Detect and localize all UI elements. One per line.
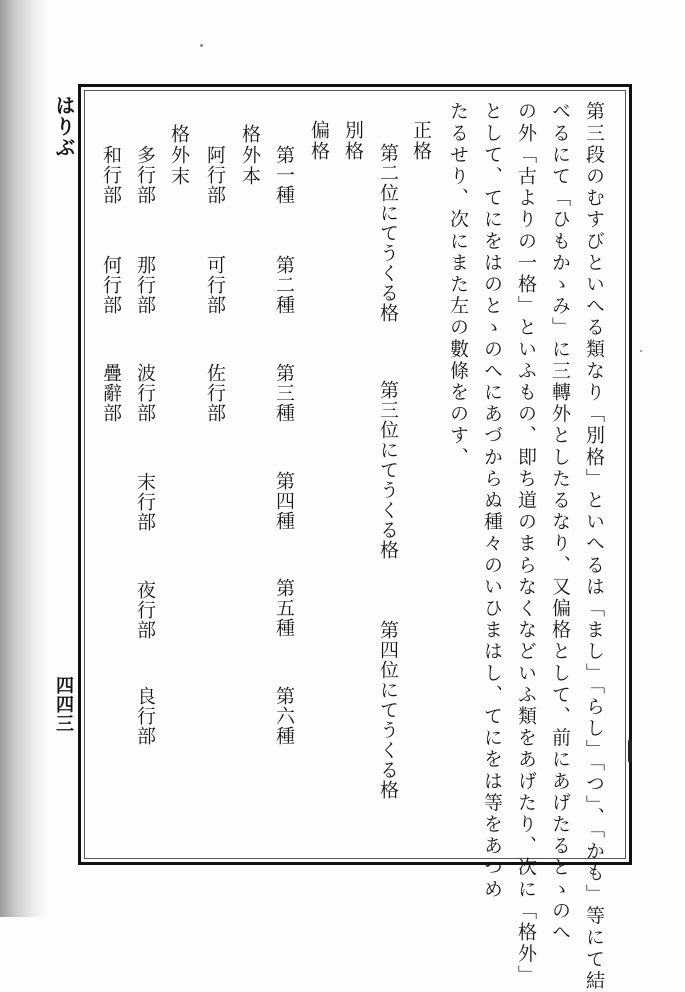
page-edge-shadow <box>0 0 48 917</box>
kakugai-moto-item-2: 可行部 <box>204 255 226 315</box>
kakugai-sue-item-2: 那行部 <box>134 255 156 315</box>
henkaku-item-5: 第五種 <box>273 578 295 638</box>
category-seikaku: 正格 <box>410 120 432 162</box>
scan-speck <box>200 44 203 47</box>
category-kakugai-moto: 格外本 <box>239 124 261 187</box>
body-line-1: 第三段のむすびといへる類なり「別格」といへるは「まし」「らし」「つ」、「かも」等にて結 <box>583 101 605 992</box>
kakugai-sue-item-4: 末行部 <box>134 472 156 532</box>
seikaku-item-1: 第二位にてうくる格 <box>377 143 399 323</box>
category-henkaku: 偏格 <box>308 120 330 162</box>
henkaku-item-6: 第六種 <box>273 686 295 746</box>
kakugai-sue-item-6: 良行部 <box>134 686 156 746</box>
kakugai-sue-item-3: 波行部 <box>134 363 156 423</box>
body-line-3: の外「古よりの一格」といふもの、即ち道のまらなくなどいふ類をあげたり、次に「格外」 <box>515 101 537 987</box>
kakugai-moto-item-3: 佐行部 <box>204 363 226 423</box>
kakugai-sue-item-1: 多行部 <box>134 145 156 205</box>
henkaku-item-3: 第三種 <box>273 363 295 423</box>
seikaku-item-3: 第四位にてうくる格 <box>377 620 399 800</box>
body-line-4: として、てにをはのとゝのへにあづからぬ種々のいひまはし、てにをは等をあつめ <box>481 101 503 901</box>
running-title: はりぶ <box>52 95 76 158</box>
seikaku-item-2: 第三位にてうくる格 <box>377 380 399 560</box>
kakugai-sue-item-5: 夜行部 <box>134 580 156 640</box>
kakugai-moto-item-1: 阿行部 <box>204 145 226 205</box>
body-line-5: たるせり、次にまた左の數條をのす、 <box>447 101 469 469</box>
kakugai-sue-item-9: 疊辭部 <box>100 363 122 423</box>
body-line-2: べるにて「ひもかゝみ」に三轉外としたるなり、又偏格として、前にあげたるとゝのへ <box>549 101 571 944</box>
category-kakugai-sue: 格外末 <box>168 124 190 187</box>
scan-mark <box>628 740 632 762</box>
henkaku-item-1: 第一種 <box>273 145 295 205</box>
henkaku-item-2: 第二種 <box>273 255 295 315</box>
category-bekkaku: 別格 <box>342 120 364 162</box>
kakugai-sue-item-8: 何行部 <box>100 255 122 315</box>
text-frame-inner-rule <box>84 90 626 859</box>
scan-speck <box>640 350 642 352</box>
page-number: 四四三 <box>53 676 74 733</box>
kakugai-sue-item-7: 和行部 <box>100 145 122 205</box>
henkaku-item-4: 第四種 <box>273 471 295 531</box>
